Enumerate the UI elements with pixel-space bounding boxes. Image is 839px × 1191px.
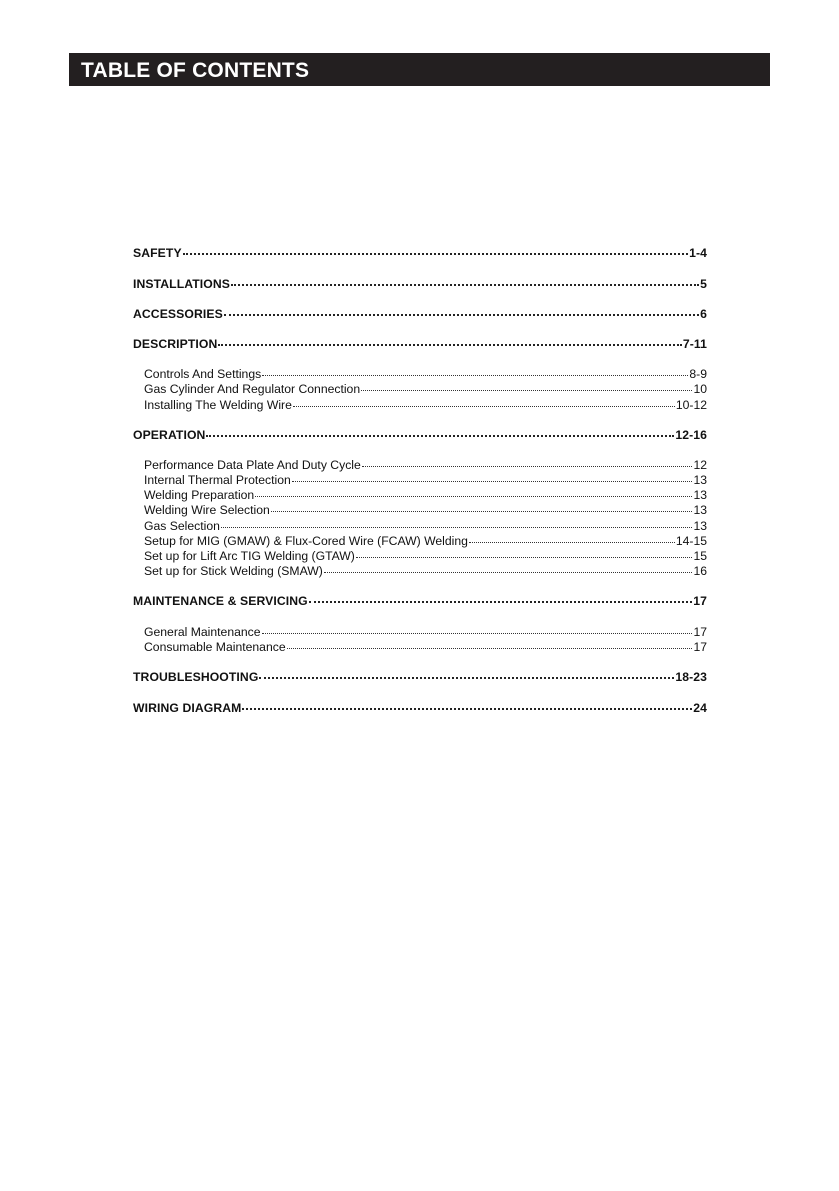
toc-subentry[interactable] xyxy=(133,473,707,487)
toc-entry[interactable] xyxy=(133,307,707,321)
toc-entry[interactable] xyxy=(133,594,707,608)
toc-entry-page: 14-15 xyxy=(675,534,707,548)
toc-entry-label: Gas Selection xyxy=(144,519,220,533)
toc-entry-label: TROUBLESHOOTING xyxy=(133,670,259,684)
dot-leader xyxy=(221,527,693,528)
toc-entry-page: 13 xyxy=(693,519,707,533)
toc-entry-page: 18-23 xyxy=(675,670,707,684)
toc-entry[interactable] xyxy=(133,428,707,442)
toc-entry-page: 6 xyxy=(700,307,707,321)
toc-entry-label: Welding Preparation xyxy=(144,488,255,502)
dot-leader xyxy=(469,542,675,543)
toc-subentry[interactable] xyxy=(133,382,707,396)
toc-entry-page: 5 xyxy=(700,277,707,291)
dot-leader xyxy=(362,466,693,467)
toc-entry-label: General Maintenance xyxy=(144,625,261,639)
dot-leader xyxy=(259,677,674,679)
toc-entry-label: Gas Cylinder And Regulator Connection xyxy=(144,382,361,396)
toc-entry-page: 24 xyxy=(693,701,707,715)
toc-entry-page: 13 xyxy=(693,473,707,487)
toc-entry[interactable] xyxy=(133,246,707,260)
toc-entry-page: 10 xyxy=(693,382,707,396)
toc-entry-label: Welding Wire Selection xyxy=(144,503,270,517)
toc-entry-page: 1-4 xyxy=(689,246,707,260)
toc-subentry[interactable] xyxy=(133,640,707,654)
toc-entry-label: ACCESSORIES xyxy=(133,307,223,321)
toc-subentry[interactable] xyxy=(133,534,707,548)
dot-leader xyxy=(293,406,675,407)
toc-entry[interactable] xyxy=(133,337,707,351)
dot-leader xyxy=(206,435,674,437)
dot-leader xyxy=(287,648,693,649)
dot-leader xyxy=(224,314,699,316)
header-bar xyxy=(69,53,770,86)
dot-leader xyxy=(361,390,692,391)
dot-leader xyxy=(262,375,688,376)
dot-leader xyxy=(309,601,692,603)
toc-entry-page: 15 xyxy=(693,549,707,563)
dot-leader xyxy=(242,708,692,710)
toc-subentry[interactable] xyxy=(133,398,707,412)
toc-subentry[interactable] xyxy=(133,503,707,517)
toc-subentry[interactable] xyxy=(133,625,707,639)
toc-entry[interactable] xyxy=(133,701,707,715)
dot-leader xyxy=(292,481,693,482)
toc-entry-label: Internal Thermal Protection xyxy=(144,473,291,487)
dot-leader xyxy=(231,284,699,286)
dot-leader xyxy=(255,496,692,497)
toc-subentry[interactable] xyxy=(133,549,707,563)
toc-entry-label: DESCRIPTION xyxy=(133,337,218,351)
toc-entry-page: 7-11 xyxy=(682,337,707,351)
toc-subentry[interactable] xyxy=(133,367,707,381)
toc-entry-label: MAINTENANCE & SERVICING xyxy=(133,594,308,608)
toc-entry[interactable] xyxy=(133,277,707,291)
toc-entry[interactable] xyxy=(133,670,707,684)
toc-subentry[interactable] xyxy=(133,458,707,472)
toc-entry-label: OPERATION xyxy=(133,428,206,442)
toc-entry-page: 8-9 xyxy=(689,367,707,381)
toc-entry-page: 13 xyxy=(693,488,707,502)
toc-entry-label: INSTALLATIONS xyxy=(133,277,230,291)
toc-entry-page: 16 xyxy=(693,564,707,578)
toc-entry-label: Performance Data Plate And Duty Cycle xyxy=(144,458,361,472)
toc-entry-label: Consumable Maintenance xyxy=(144,640,286,654)
toc-entry-page: 12-16 xyxy=(675,428,707,442)
dot-leader xyxy=(262,633,693,634)
toc-entry-label: Setup for MIG (GMAW) & Flux-Cored Wire (FCAW) Welding xyxy=(144,534,468,548)
toc-entry-page: 17 xyxy=(693,625,707,639)
toc-entry-page: 13 xyxy=(693,503,707,517)
toc-entry-page: 17 xyxy=(693,594,707,608)
toc-subentry[interactable] xyxy=(133,488,707,502)
toc-entry-label: Set up for Lift Arc TIG Welding (GTAW) xyxy=(144,549,355,563)
toc-entry-label: Set up for Stick Welding (SMAW) xyxy=(144,564,323,578)
toc-entry-label: Controls And Settings xyxy=(144,367,262,381)
toc-entry-page: 10-12 xyxy=(675,398,707,412)
dot-leader xyxy=(356,557,693,558)
page-title: TABLE OF CONTENTS xyxy=(81,59,310,82)
dot-leader xyxy=(218,344,681,346)
toc-subentry[interactable] xyxy=(133,519,707,533)
toc-entry-page: 12 xyxy=(693,458,707,472)
dot-leader xyxy=(324,572,693,573)
toc-subentry[interactable] xyxy=(133,564,707,578)
dot-leader xyxy=(183,253,688,255)
toc-entry-label: WIRING DIAGRAM xyxy=(133,701,242,715)
dot-leader xyxy=(271,511,693,512)
toc-entry-page: 17 xyxy=(693,640,707,654)
toc-entry-label: Installing The Welding Wire xyxy=(144,398,292,412)
toc-entry-label: SAFETY xyxy=(133,246,182,260)
